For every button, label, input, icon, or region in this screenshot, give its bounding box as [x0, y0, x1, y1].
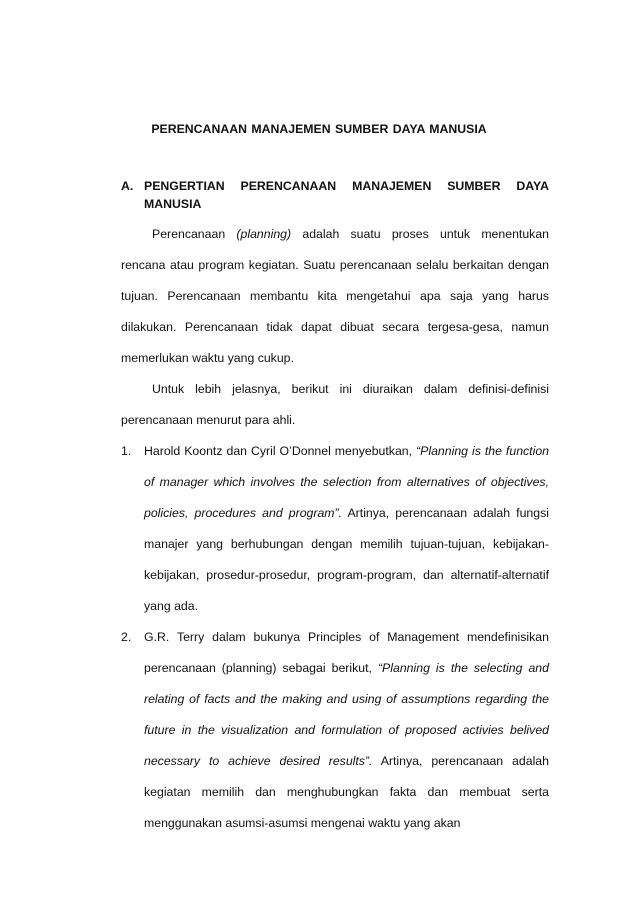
paragraph-text: Perencanaan: [152, 227, 237, 241]
document-body: [121, 219, 549, 839]
list-number: 1.: [121, 444, 132, 458]
list-item-koontz: [121, 436, 549, 622]
document-title: PERENCANAAN MANAJEMEN SUMBER DAYA MANUSIA: [151, 122, 487, 136]
list-item-text: [144, 622, 549, 839]
list-quote: “Planning is the function of manager which involves the selection from alternatives of objectives, policies, procedures and program”.: [144, 444, 550, 520]
list-item-terry: [121, 622, 549, 839]
list-number: 2.: [121, 630, 132, 644]
section-letter: A.: [121, 179, 134, 193]
paragraph-intro-definitions: Untuk lebih jelasnya, berikut ini diuraikan dalam definisi-definisi perencanaan menurut para ahli.: [121, 382, 549, 427]
list-quote: “Planning is the selecting and relating of facts and the making and using of assumptions regarding the future in the visualization and formulation of proposed activies belived necessary to achieve desired results”.: [144, 661, 549, 768]
paragraph-text: adalah suatu proses untuk menentukan rencana atau program kegiatan. Suatu perencanaan selalu berkaitan dengan tujuan. Perencanaan membantu kita mengetahui apa saja yang harus dilakukan. Perencanaan tidak dapat dibuat secara tergesa-gesa, namun memerlukan waktu yang cukup.: [121, 227, 549, 365]
list-item-text: [144, 436, 549, 622]
list-text: G.R. Terry dalam bukunya Principles of Management mendefinisikan perencanaan (planning) sebagai berikut,: [144, 630, 549, 675]
section-heading-text: PENGERTIAN PERENCANAAN MANAJEMEN SUMBER DAYA MANUSIA: [144, 179, 549, 211]
list-text: Harold Koontz dan Cyril O’Donnel menyebutkan,: [144, 444, 417, 458]
list-text: Artinya, perencanaan adalah kegiatan memilih dan menghubungkan fakta dan membuat serta menggunakan asumsi-asumsi mengenai waktu yang akan: [144, 754, 549, 830]
list-text: Artinya, perencanaan adalah fungsi manajer yang berhubungan dengan memilih tujuan-tujuan, kebijakan-kebijakan, prosedur-prosedur, program-program, dan alternatif-alternatif yang ada.: [144, 506, 549, 613]
paragraph-italic-term: (planning): [236, 227, 292, 241]
paragraph-definition: [121, 219, 549, 374]
